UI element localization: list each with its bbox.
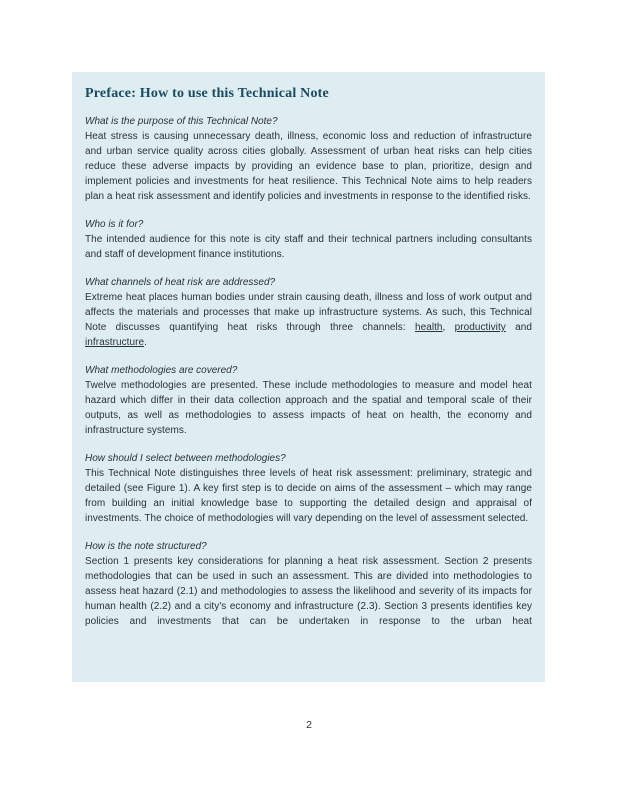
term-link-productivity[interactable]: productivity xyxy=(454,322,506,333)
question-text: What channels of heat risk are addressed? xyxy=(85,277,276,288)
answer-end: . xyxy=(144,337,147,348)
answer-text: This Technical Note distinguishes three levels of heat risk assessment: preliminary, strategic and detailed (see Figure 1). A key first step is to decide on aims of the assessment – which may range from building an initial knowledge base to supporting the detailed design and appraisal of investments. The choice of methodologies will vary depending on the level of assessment selected. xyxy=(85,468,532,524)
term-link-health[interactable]: health xyxy=(414,322,443,333)
qa-section-methodologies xyxy=(85,363,532,438)
qa-section-channels xyxy=(85,275,532,350)
answer-text xyxy=(85,290,532,350)
preface-title: Preface: How to use this Technical Note xyxy=(85,86,329,101)
question-text: Who is it for? xyxy=(85,219,144,230)
term-separator: and xyxy=(505,322,532,333)
answer-text: Twelve methodologies are presented. These include methodologies to measure and model heat hazard which differ in their data collection approach and the spatial and temporal scale of their outputs, as well as methodologies to assess impacts of heat on health, the economy and infrastructure systems. xyxy=(85,380,532,436)
qa-section-structure xyxy=(85,539,532,629)
answer-lead: Extreme heat places human bodies under strain causing death, illness and loss of work output and affects the materials and processes that make up infrastructure systems. As such, this Technical Note discusses quantifying heat risks through three channels: xyxy=(85,292,532,333)
question-text: What is the purpose of this Technical Note? xyxy=(85,116,278,127)
qa-section-audience xyxy=(85,217,532,262)
question-text: How should I select between methodologies? xyxy=(85,453,286,464)
preface-box xyxy=(72,72,545,682)
qa-section-purpose xyxy=(85,114,532,204)
answer-text: The intended audience for this note is city staff and their technical partners including consultants and staff of development finance institutions. xyxy=(85,234,532,260)
page-number: 2 xyxy=(306,719,312,731)
question-text: What methodologies are covered? xyxy=(85,365,238,376)
qa-section-selection xyxy=(85,451,532,526)
answer-text: Heat stress is causing unnecessary death, illness, economic loss and reduction of infrastructure and urban service quality across cities globally. Assessment of urban heat risks can help cities reduce these adverse impacts by providing an evidence base to plan, prioritize, design and implement policies and investments for heat resilience. This Technical Note aims to help readers plan a heat risk assessment and identify policies and investments in response to the identified risks. xyxy=(85,131,532,202)
term-link-infrastructure[interactable]: infrastructure xyxy=(85,337,145,348)
term-separator: , xyxy=(442,322,455,333)
answer-text: Section 1 presents key considerations for planning a heat risk assessment. Section 2 presents methodologies that can be used in such an assessment. This are divided into methodologies to assess heat hazard (2.1) and methodologies to assess the likelihood and severity of its impacts for human health (2.2) and a city's economy and infrastructure (2.3). Section 3 presents identifies key policies and investments that can be undertaken in response to the urban heat xyxy=(85,556,532,627)
question-text: How is the note structured? xyxy=(85,541,207,552)
